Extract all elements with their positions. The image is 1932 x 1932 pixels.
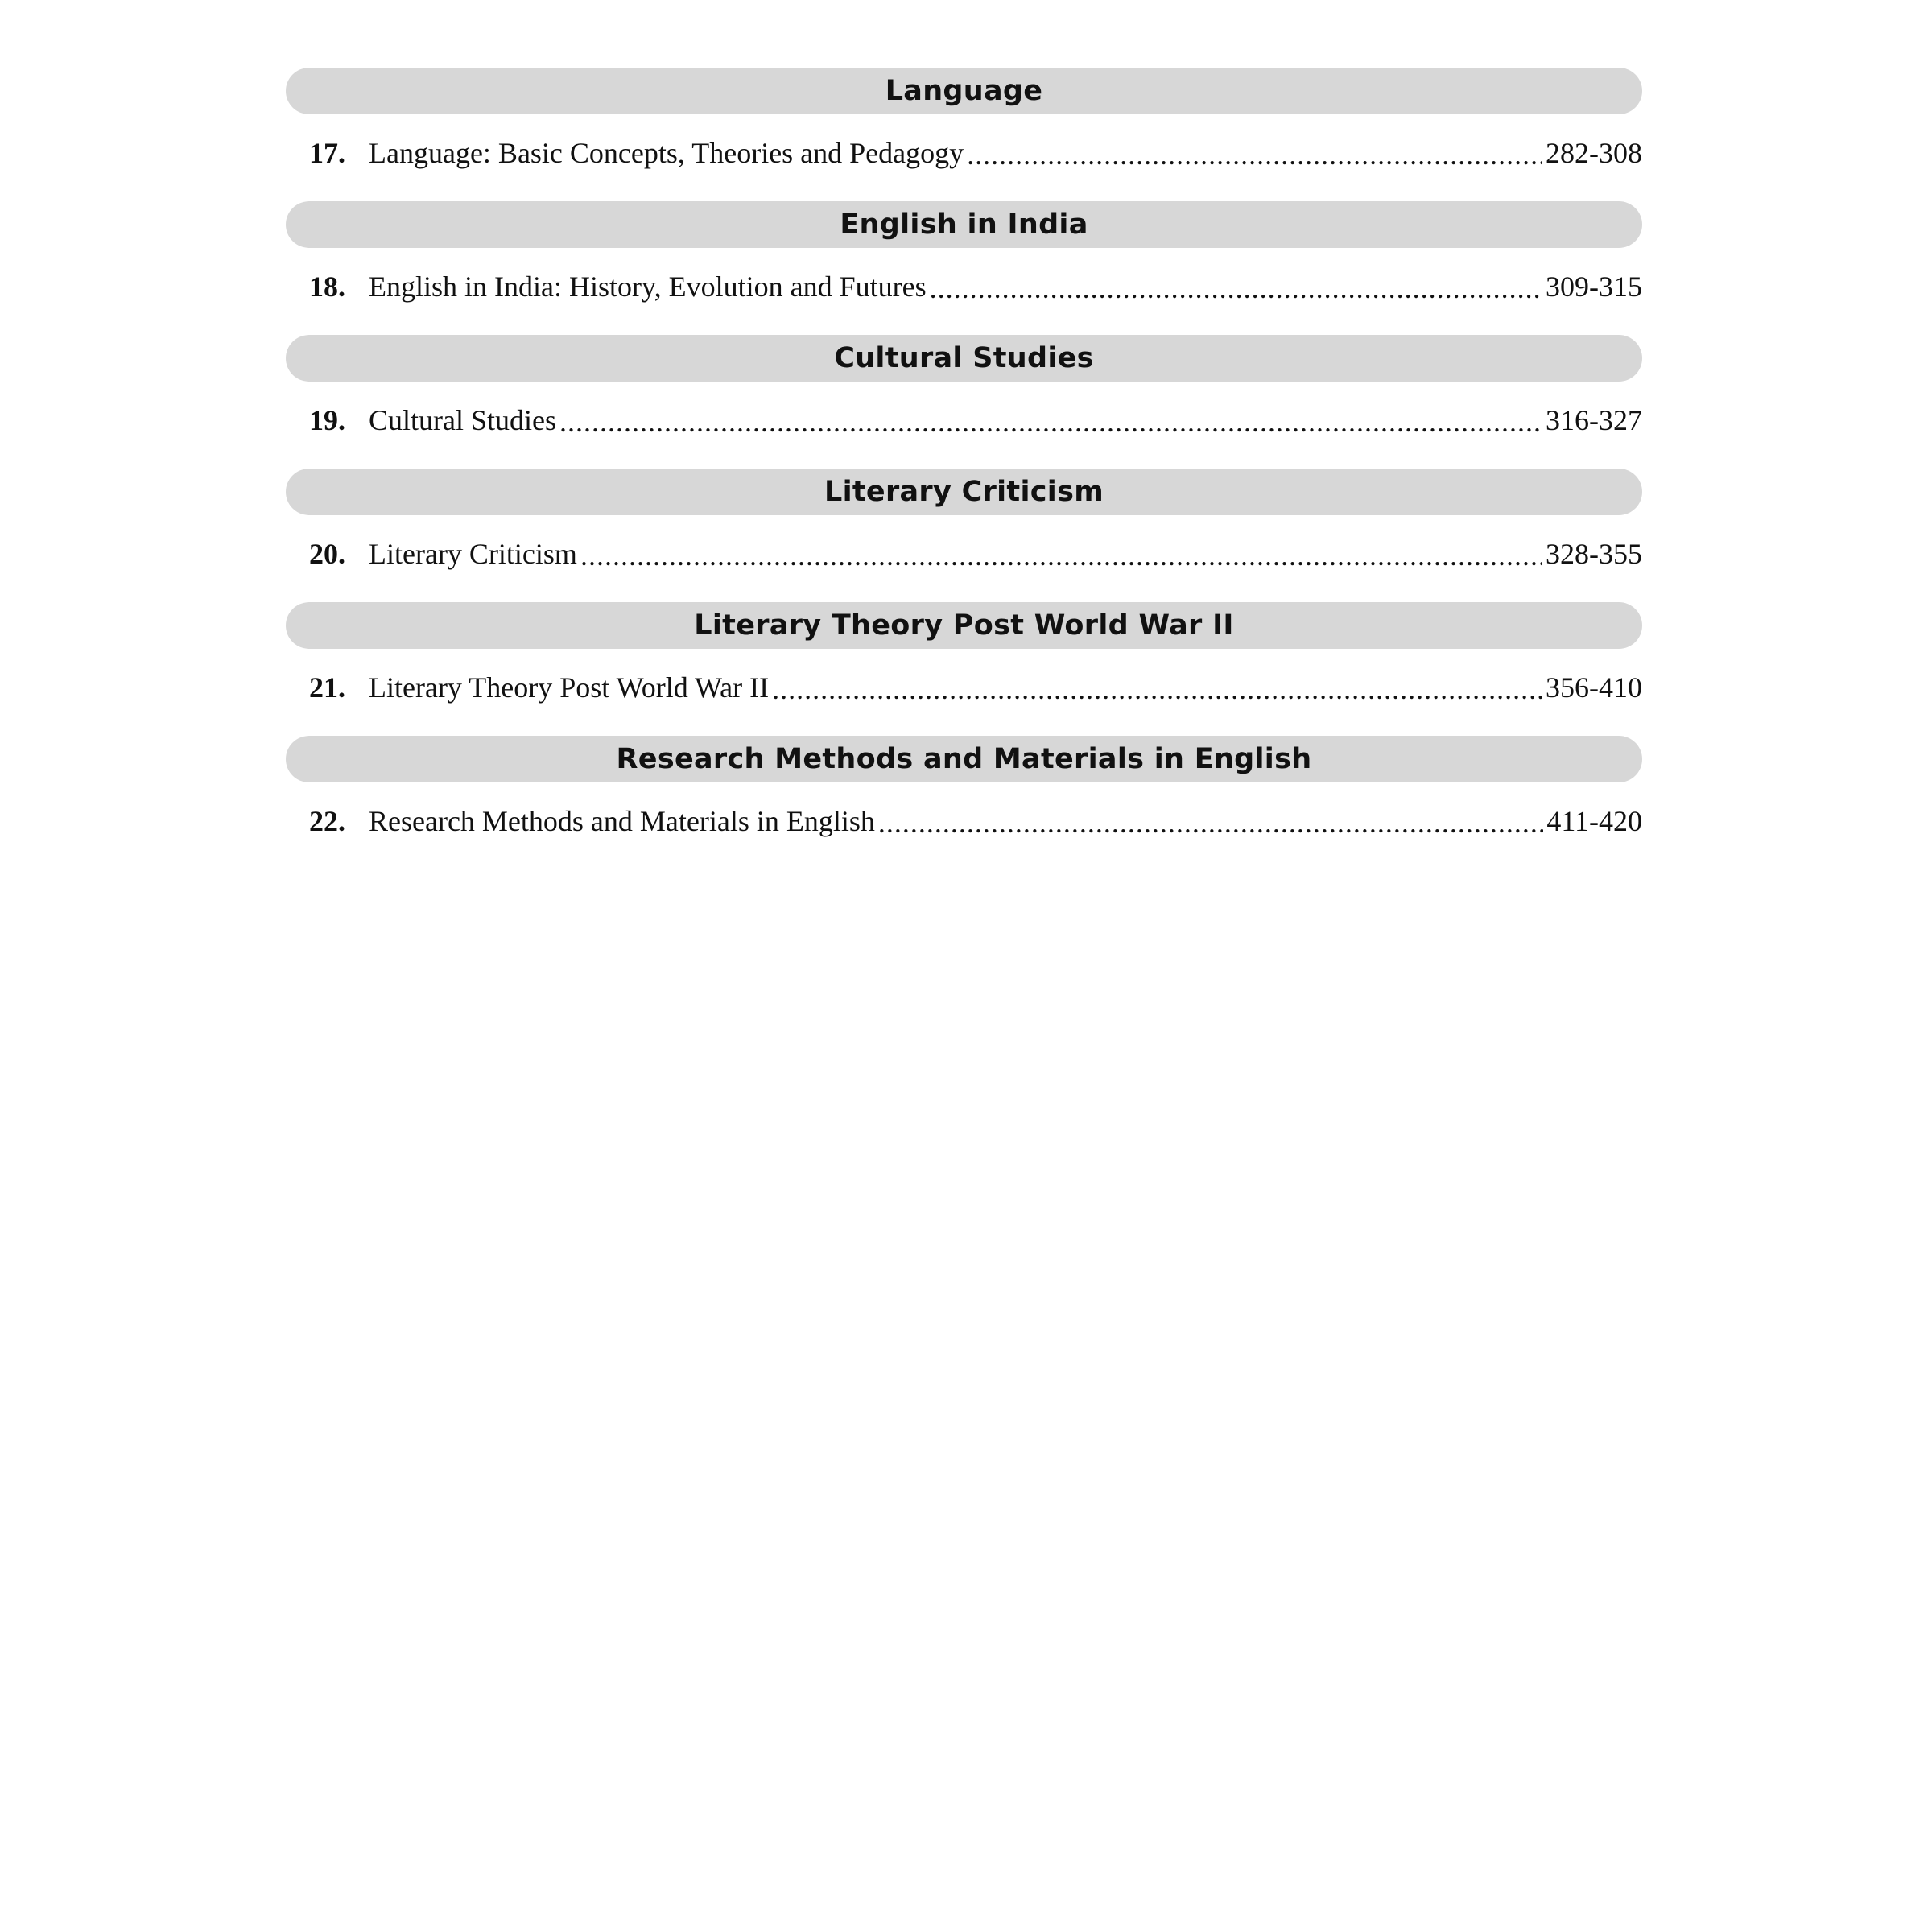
entry-number: 18. <box>309 270 345 303</box>
table-of-contents <box>286 68 1642 869</box>
section-heading: Research Methods and Materials in English <box>286 736 1642 782</box>
entry-number: 22. <box>309 805 345 837</box>
entry-number: 19. <box>309 404 345 436</box>
toc-entry[interactable] <box>286 795 1642 847</box>
entry-pages: 356-410 <box>1546 671 1642 704</box>
dot-leader <box>967 138 1542 171</box>
entry-pages: 309-315 <box>1546 270 1642 303</box>
toc-entry[interactable] <box>286 127 1642 179</box>
entry-title: Research Methods and Materials in English <box>369 805 875 837</box>
section-heading: Literary Theory Post World War II <box>286 602 1642 649</box>
dot-leader <box>878 806 1543 840</box>
entry-pages: 316-327 <box>1546 404 1642 436</box>
section-heading: Cultural Studies <box>286 335 1642 382</box>
entry-pages: 282-308 <box>1546 137 1642 169</box>
entry-title: Cultural Studies <box>369 404 556 436</box>
toc-section <box>286 602 1642 713</box>
dot-leader <box>772 672 1542 706</box>
section-heading: Literary Criticism <box>286 469 1642 515</box>
toc-section <box>286 68 1642 179</box>
section-heading: Language <box>286 68 1642 114</box>
dot-leader <box>930 271 1542 305</box>
toc-section <box>286 201 1642 312</box>
toc-entry[interactable] <box>286 261 1642 312</box>
entry-number: 21. <box>309 671 345 704</box>
entry-number: 20. <box>309 538 345 570</box>
toc-section <box>286 335 1642 446</box>
entry-title: Literary Theory Post World War II <box>369 671 770 704</box>
entry-pages: 328-355 <box>1546 538 1642 570</box>
section-heading: English in India <box>286 201 1642 248</box>
entry-pages: 411-420 <box>1546 805 1642 837</box>
dot-leader <box>559 405 1542 439</box>
toc-entry[interactable] <box>286 394 1642 446</box>
entry-title: English in India: History, Evolution and Futures <box>369 270 927 303</box>
toc-section <box>286 469 1642 580</box>
entry-title: Literary Criticism <box>369 538 577 570</box>
toc-entry[interactable] <box>286 528 1642 580</box>
entry-number: 17. <box>309 137 345 169</box>
dot-leader <box>580 539 1542 572</box>
toc-entry[interactable] <box>286 662 1642 713</box>
toc-section <box>286 736 1642 847</box>
entry-title: Language: Basic Concepts, Theories and Pedagogy <box>369 137 964 169</box>
